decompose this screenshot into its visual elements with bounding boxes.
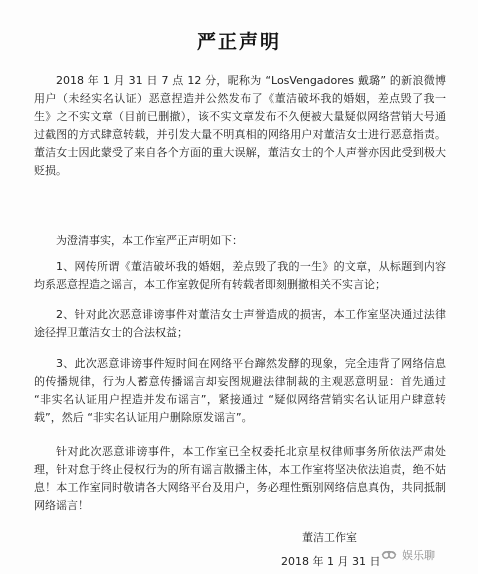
- watermark-text: 娱乐聊: [402, 549, 435, 562]
- paragraph-point-2: 2、针对此次恶意诽谤事件对董洁女士声誉造成的损害，本工作室坚决通过法律途径捍卫董洁女士的合法权益；: [34, 308, 446, 339]
- watermark: [380, 546, 435, 564]
- paragraph-incident: 2018 年 1 月 31 日 7 点 12 分，昵称为 “LosVengadores 戴璐” 的新浪微博用户（未经实名认证）恶意捏造并公然发布了《董洁破坏我的婚姻，差点毁了我一生》之不实文章（目前已删撤），该不实文章发布不久便被大量疑似网络营销大号通过截图的方式肆意转载，并引发大量不明真相的网络用户对董洁女士进行恶意指责。董洁女士因此蒙受了来自各个方面的重大误解，董洁女士的个人声誉亦因此受到极大贬损。: [34, 74, 446, 177]
- document-title: 严正声明: [196, 31, 281, 53]
- signature-name: 董洁工作室: [302, 531, 357, 544]
- paragraph-intro: 为澄清事实，本工作室严正声明如下：: [56, 234, 243, 247]
- paragraph-point-1: 1、网传所谓《董洁破坏我的婚姻，差点毁了我的一生》的文章，从标题到内容均系恶意捏造之谣言，本工作室敦促所有转载者即刻删撤相关不实言论；: [34, 260, 446, 291]
- paragraph-point-3: 3、此次恶意诽谤事件短时间在网络平台蹿然发酵的现象，完全违背了网络信息的传播规律，行为人蓄意传播谣言却妄图规避法律制裁的主观恶意明显：首先通过 “非实名认证用户捏造并发布谣言”，紧接通过 “疑似网络营销实名认证用户肆意转载”，然后 “非实名认证用户删除原发谣言”。: [34, 357, 446, 424]
- paragraph-conclusion: 针对此次恶意诽谤事件，本工作室已全权委托北京星权律师事务所依法严肃处理，针对怠于终止侵权行为的所有谣言散播主体，本工作室将坚决依法追责，绝不姑息！本工作室同时敬请各大网络平台及用户，务必理性甄别网络信息真伪，共同抵制网络谣言！: [34, 445, 446, 512]
- signature-date: 2018 年 1 月 31 日: [281, 555, 381, 568]
- wechat-channel-icon: [380, 546, 398, 564]
